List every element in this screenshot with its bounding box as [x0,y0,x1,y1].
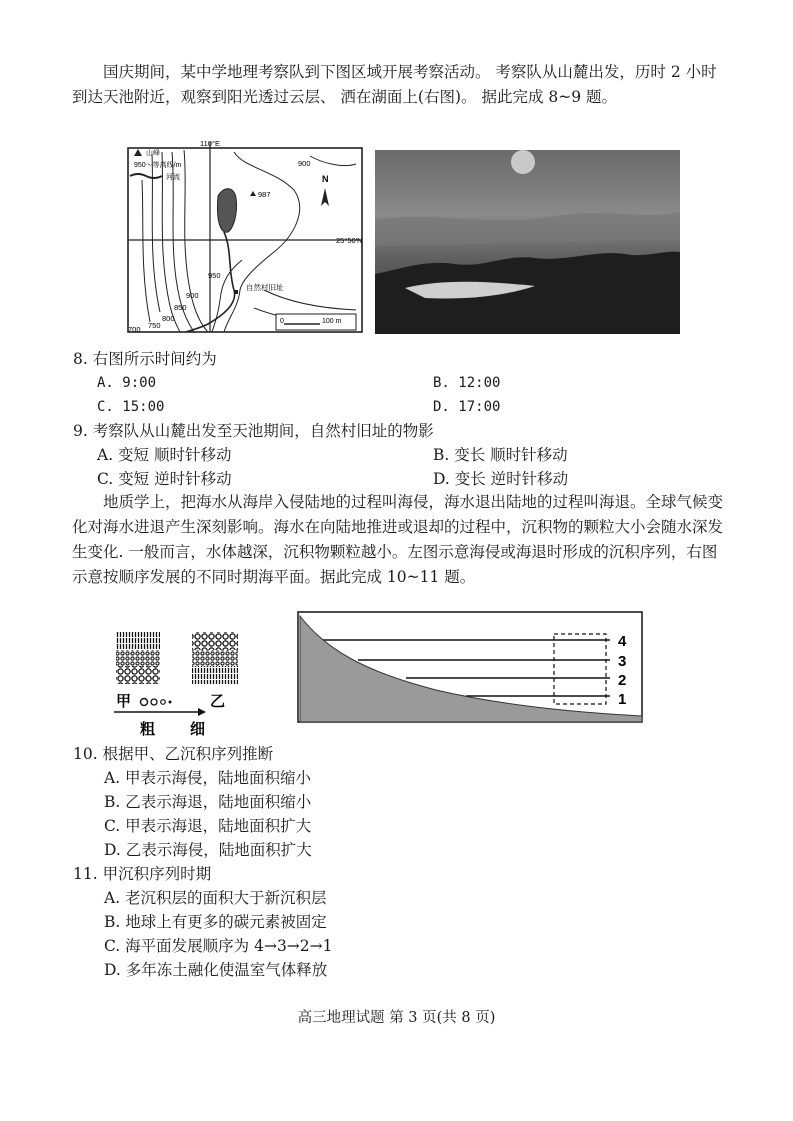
q9-option-a[interactable]: A. 变短 顺时针移动 [97,446,232,464]
intro-paragraph-1: 国庆期间，某中学地理考察队到下图区域开展考察活动。 考察队从山麓出发，历时 2 小时到达天池附近，观察到阳光透过云层、 洒在湖面上(右图)。 据此完成 8~9 题。 [72,63,717,106]
q11-option-b[interactable]: B. 地球上有更多的碳元素被固定 [104,913,327,931]
question-8-stem: 8. 右图所示时间约为 [73,350,217,368]
q8-option-b[interactable]: B. 12:00 [433,375,501,391]
q11-option-a[interactable]: A. 老沉积层的面积大于新沉积层 [104,889,327,907]
scale-zero: 0 [280,318,284,325]
q11-option-c[interactable]: C. 海平面发展顺序为 4→3→2→1 [104,937,333,955]
village-label: 自然村旧址 [246,283,284,292]
q8-option-d[interactable]: D. 17:00 [433,399,501,415]
legend-contour: 950～等高线/m [134,162,182,169]
q10-option-b[interactable]: B. 乙表示海退，陆地面积缩小 [104,793,312,811]
topographic-map [124,140,368,336]
sea-level-label-2: 2 [618,672,627,689]
q9-option-b[interactable]: B. 变长 顺时针移动 [433,446,568,464]
label-fine: 细 [190,721,206,738]
sequence-jia [116,632,160,684]
sea-level-diagram [296,610,646,726]
q8-option-c[interactable]: C. 15:00 [97,399,165,415]
scale-bar [276,314,356,330]
q10-option-a[interactable]: A. 甲表示海侵，陆地面积缩小 [104,769,312,787]
contour-label-850: 850 [174,303,187,312]
legend-peak: 山峰 [146,150,160,157]
lake-photo [375,150,680,334]
q10-option-d[interactable]: D. 乙表示海侵，陆地面积扩大 [104,841,312,859]
label-yi: 乙 [210,693,226,710]
label-jia: 甲 [116,693,132,710]
contour-label-950: 950 [208,271,221,280]
question-10-stem: 10. 根据甲、乙沉积序列推断 [73,745,274,763]
sun [511,150,535,174]
q9-option-d[interactable]: D. 变长 逆时针移动 [433,470,569,488]
sea-level-label-1: 1 [618,691,627,708]
page-footer: 高三地理试题 第 3 页(共 8 页) [297,1010,496,1026]
contour-label-800: 800 [162,314,175,323]
intro-paragraph-2: 地质学上，把海水从海岸入侵陆地的过程叫海侵，海水退出陆地的过程叫海退。全球气候变化对海水进退产生深刻影响。海水在向陆地推进或退却的过程中，沉积物的颗粒大小会随水深发生变化. 一般而言，水体越深，沉积物颗粒越小。左图示意海侵或海退时形成的沉积序列，右图示意按顺序发展的不同时期海平面。据此完成 10~11 题。 [72,493,724,586]
sea-level-label-4: 4 [618,633,627,650]
sequence-yi [192,632,238,684]
legend-river: 河流 [166,174,180,181]
label-coarse: 粗 [140,721,156,738]
q10-option-c[interactable]: C. 甲表示海退，陆地面积扩大 [104,817,312,835]
meridian-label: 110°E [200,140,220,148]
peak-elevation: 987 [258,190,271,199]
scale-length: 100 m [322,318,342,325]
q11-option-d[interactable]: D. 多年冻土融化使温室气体释放 [104,961,328,979]
contour-label-750: 750 [148,321,161,330]
question-11-stem: 11. 甲沉积序列时期 [73,865,212,883]
q8-option-a[interactable]: A. 9:00 [97,375,157,391]
north-label: N [322,174,329,184]
parallel-label: 25°50′N [336,236,363,245]
sediment-sequence-diagram [110,626,250,738]
sea-level-label-3: 3 [618,653,627,670]
village-marker [234,290,238,294]
contour-label-900: 900 [186,291,199,300]
q9-option-c[interactable]: C. 变短 逆时针移动 [97,470,232,488]
contour-label-700: 700 [128,325,141,334]
question-9-stem: 9. 考察队从山麓出发至天池期间，自然村旧址的物影 [73,422,434,440]
contour-label-900-top: 900 [298,159,311,168]
